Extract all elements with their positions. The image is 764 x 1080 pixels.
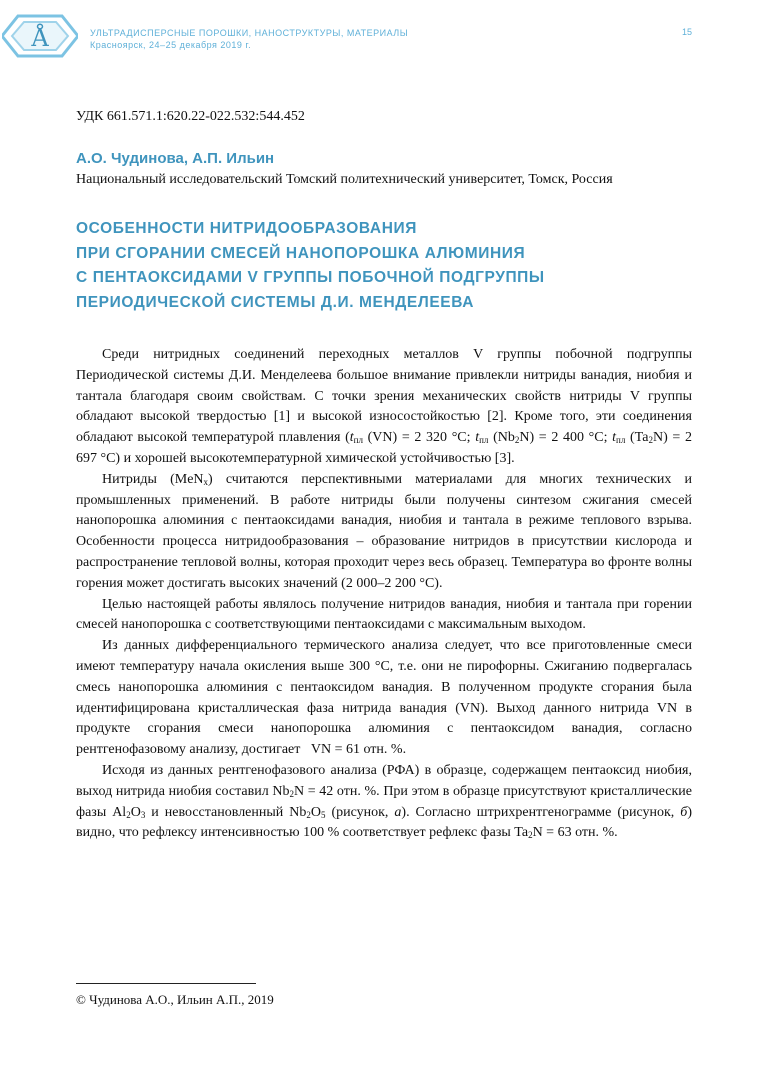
article-title bbox=[76, 217, 696, 315]
affiliation: Национальный исследовательский Томский политехнический университет, Томск, Россия bbox=[76, 172, 613, 187]
paragraph: Из данных дифференциального термического анализа следует, что все приготовленные смеси имеют температуру начала окисления выше 300 °С, т.е. они не пирофорны. Сжиганию подвергалась смесь нанопорошка алюминия с пентаоксидом ванадия. В полученном продукте сгорания была идентифицирована кристаллическая фаза нитрида ванадия (VN). Выход данного нитрида VN в продукте сгорания смеси нанопорошка алюминия с пентаоксидом ванадия, согласно рентгенофазовому анализу, достигает VN = 61 отн. %. bbox=[76, 638, 692, 758]
article-body bbox=[76, 345, 692, 844]
authors: А.О. Чудинова, А.П. Ильин bbox=[76, 150, 275, 167]
conference-logo bbox=[2, 8, 78, 64]
title-line: С ПЕНТАОКСИДАМИ V ГРУППЫ ПОБОЧНОЙ ПОДГРУППЫ bbox=[76, 269, 545, 286]
paragraph: Среди нитридных соединений переходных металлов V группы побочной подгруппы Периодической системы Д.И. Менделеева большое внимание привлекли нитриды ванадия, ниобия и тантала благодаря своим свойствам. С точки зрения механических свойств нитриды V группы обладают высокой твердостью [1] и высокой износостойкостью [2]. Кроме того, эти соединения обладают высокой температурой плавления ($t_{пл}$ (VN) = 2 320 °С; $t_{пл}$ $(Nb_2N) = 2$ 400 °С; $t_{пл}$ $(Ta_2N) = 2$ 697 °С) и хорошей высокотемпературной химической устойчивостью [3]. bbox=[76, 347, 692, 466]
title-line: ПЕРИОДИЧЕСКОЙ СИСТЕМЫ Д.И. МЕНДЕЛЕЕВА bbox=[76, 293, 475, 311]
logo-letter: Å bbox=[31, 24, 49, 52]
paragraph: Нитриды (MeN$_x$) считаются перспективными материалами для многих технических и промышленных применений. В работе нитриды были получены синтезом сжигания смесей нанопорошка алюминия с пентаоксидами ванадия, ниобия и тантала в режиме теплового взрыва. Особенности процесса нитридообразования – образование нитридов в присутствии кислорода и распространение тепловой волны, которая проходит через весь образец. Температура во фронте волны горения может достигать высоких значений (2 000–2 200 °С). bbox=[76, 471, 692, 591]
paragraph: Исходя из данных рентгенофазового анализа (РФА) в образце, содержащем пентаоксид ниобия, выход нитрида ниобия составил $Nb_2N = 42$ отн. %. При этом в образце присутствуют кристаллические фазы $Al_2O_3$ и невосстановленный $Nb_2O_5$ (рисунок, а). Согласно штрихрентгенограмме (рисунок, б) видно, что рефлексу интенсивностью 100 % соответствует рефлекс фазы $Ta_2N = 63$ отн. %. bbox=[76, 762, 693, 841]
copyright-footnote: © Чудинова А.О., Ильин А.П., 2019 bbox=[76, 992, 274, 1007]
title-line: ПРИ СГОРАНИИ СМЕСЕЙ НАНОПОРОШКА АЛЮМИНИЯ bbox=[76, 244, 526, 262]
conference-place-date: Красноярск, 24–25 декабря 2019 г. bbox=[90, 40, 252, 50]
title-line: ОСОБЕННОСТИ НИТРИДООБРАЗОВАНИЯ bbox=[76, 220, 417, 237]
udk-code: УДК 661.571.1:620.22-022.532:544.452 bbox=[76, 109, 305, 124]
running-header bbox=[90, 27, 408, 51]
paragraph: Целью настоящей работы являлось получение нитридов ванадия, ниобия и тантала при горении смесей нанопорошка с соответствующими пентаоксидами с максимальным выходом. bbox=[76, 596, 692, 633]
page-number: 15 bbox=[681, 27, 692, 37]
conference-name: УЛЬТРАДИСПЕРСНЫЕ ПОРОШКИ, НАНОСТРУКТУРЫ, МАТЕРИАЛЫ bbox=[90, 28, 409, 38]
footnote-divider bbox=[76, 983, 256, 984]
